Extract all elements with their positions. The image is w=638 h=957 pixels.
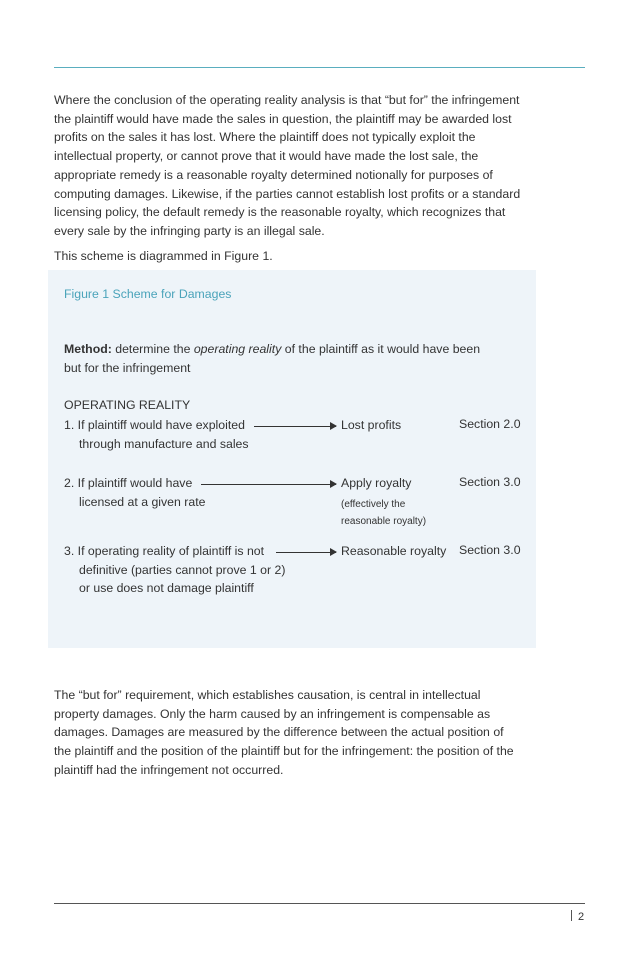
item-2-line1: 2. If plaintiff would have (64, 476, 193, 490)
arrow-right-icon (254, 426, 336, 427)
method-label: Method: (64, 342, 112, 356)
arrow-right-icon (276, 552, 336, 553)
page-number (571, 910, 584, 923)
method-text-before: determine the (111, 342, 194, 356)
scheme-item-2 (64, 474, 314, 511)
item-3-line1: 3. If operating reality of plaintiff is not (64, 544, 265, 558)
paragraph-operating-reality: Where the conclusion of the operating reality analysis is that “but for” the infringement the plaintiff would have made the sales in question, the plaintiff may be awarded lost profits on the sales it has lost. Where the plaintiff does not typically exploit the intellectual property, or cannot prove that it would have made the lost sale, the appropriate remedy is a reasonable royalty determined notionally for purposes of computing damages. Likewise, if the parties cannot establish lost profits or a standard licensing policy, the default remedy is the reasonable royalty, which recognizes that every sale by the infringing party is an illegal sale. (54, 93, 521, 238)
operating-reality-heading: OPERATING REALITY (64, 398, 191, 412)
top-divider (54, 67, 585, 68)
scheme-item-3 (64, 542, 314, 598)
page-number-bar (571, 910, 572, 921)
scheme-item-1 (64, 416, 314, 453)
result-reasonable-royalty: Reasonable royalty (341, 544, 447, 558)
arrow-right-icon (201, 484, 336, 485)
section-ref-3: Section 3.0 (459, 543, 521, 557)
item-1-line2: through manufacture and sales (79, 436, 249, 451)
item-3-line2: definitive (parties cannot prove 1 or 2) (79, 562, 286, 577)
result-note: (effectively the reasonable royalty) (341, 499, 427, 527)
page-number-value: 2 (578, 911, 585, 923)
item-2-line2: licensed at a given rate (79, 494, 206, 509)
section-ref-1: Section 2.0 (459, 417, 521, 431)
paragraph-figure-reference: This scheme is diagrammed in Figure 1. (54, 249, 273, 263)
paragraph-but-for: The “but for” requirement, which establishes causation, is central in intellectual property damages. Only the harm caused by an infringement is compensable as damages. Damages are measured by the difference between the actual position of the plaintiff and the position of the plaintiff but for the infringement: the position of the plaintiff had the infringement not occurred. (54, 688, 514, 777)
item-3-line3: or use does not damage plaintiff (79, 581, 254, 596)
method-text-after: of the plaintiff as it would have been but for the infringement (64, 342, 481, 375)
figure-method (64, 340, 484, 377)
figure-title: Figure 1 Scheme for Damages (64, 287, 232, 301)
item-1-line1: 1. If plaintiff would have exploited (64, 418, 245, 432)
bottom-divider (54, 903, 585, 904)
result-lost-profits: Lost profits (341, 418, 402, 432)
result-apply-royalty: Apply royalty (341, 476, 412, 490)
section-ref-2: Section 3.0 (459, 475, 521, 489)
method-emphasis: operating reality (193, 342, 282, 356)
